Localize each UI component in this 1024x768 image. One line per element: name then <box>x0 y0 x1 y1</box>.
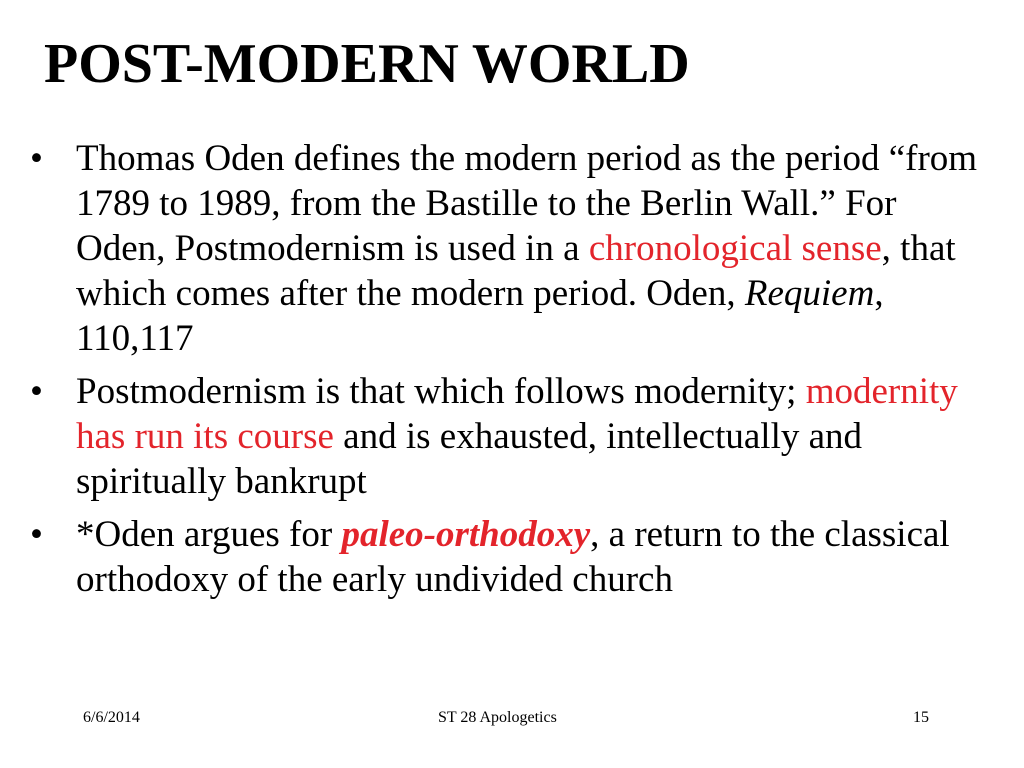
bullet-text: and is exhausted, intellectually and spiritually bankrupt <box>76 416 863 502</box>
highlight-text: paleo-orthodoxy <box>341 514 591 555</box>
footer-course: ST 28 Apologetics <box>438 709 557 726</box>
bullet-item-paleo-orthodoxy <box>28 512 988 602</box>
footer-page-number: 15 <box>913 709 929 726</box>
bullet-text: Thomas Oden defines the modern period as the period “from 1789 to 1989, from the Bastille to the Berlin Wall.” For Oden, Postmodernism is used in a <box>76 138 978 269</box>
bullet-text: *Oden argues for <box>76 514 342 555</box>
bullet-item-modern-period <box>28 136 988 361</box>
bullet-text: , 110,117 <box>76 273 884 359</box>
highlight-text: chronological sense <box>588 228 882 269</box>
bullet-icon: • <box>30 514 43 555</box>
highlight-text: modernity has run its course <box>76 371 958 457</box>
bullet-list <box>28 136 988 610</box>
bullet-text: Postmodernism is that which follows modernity; <box>76 371 806 412</box>
bullet-icon: • <box>30 138 43 179</box>
bullet-text: , that which comes after the modern period. Oden, <box>76 228 956 314</box>
bullet-item-postmodernism <box>28 369 988 504</box>
footer-date: 6/6/2014 <box>83 709 140 726</box>
bullet-text: , a return to the classical orthodoxy of the early undivided church <box>76 514 950 600</box>
slide-title: POST-MODERN WORLD <box>44 33 690 95</box>
book-title: Requiem <box>744 273 875 314</box>
bullet-icon: • <box>30 371 43 412</box>
